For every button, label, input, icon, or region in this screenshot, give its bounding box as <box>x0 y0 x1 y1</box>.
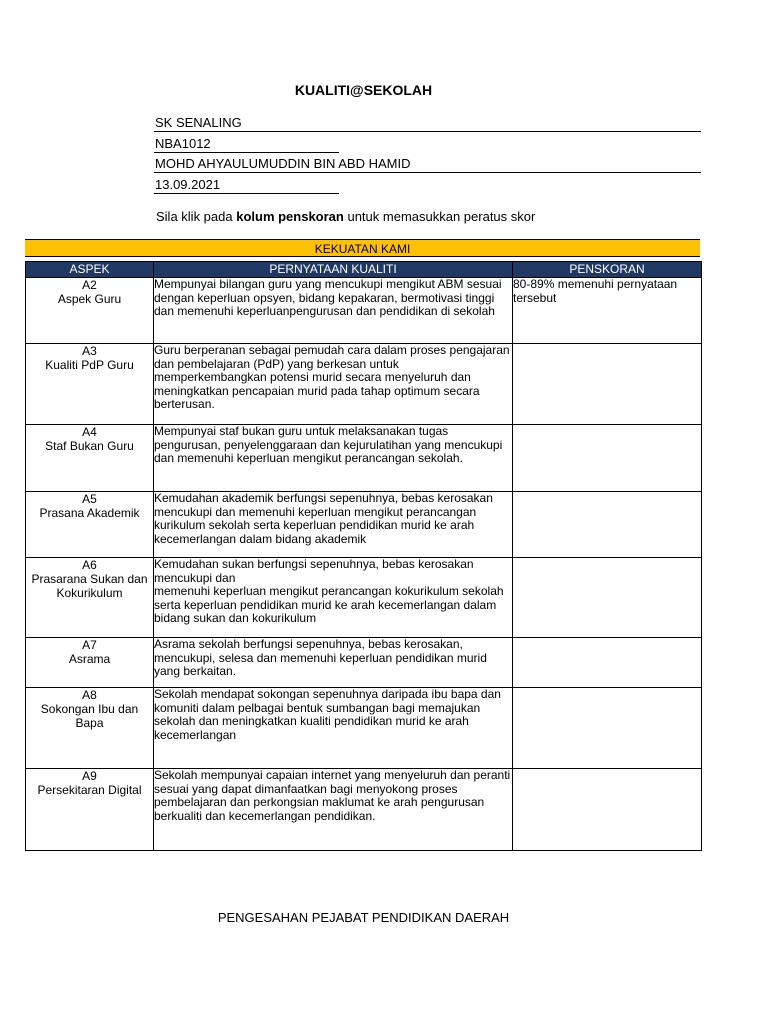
aspek-name: Prasana Akademik <box>39 506 140 520</box>
aspek-cell <box>26 688 154 769</box>
quality-table <box>25 261 702 851</box>
arahan-text: Sila klik pada kolum penskoran untuk memasukkan peratus skor <box>156 209 536 224</box>
table-row <box>26 492 702 558</box>
aspek-code: A7 <box>82 638 97 652</box>
aspek-code: A5 <box>82 492 97 506</box>
score-cell[interactable]: 80-89% memenuhi pernyataan tersebut <box>513 278 702 344</box>
aspek-name: Sokongan Ibu dan Bapa <box>40 702 139 730</box>
statement-cell: Kemudahan akademik berfungsi sepenuhnya, bebas kerosakan mencukupi dan memenuhi keperluan mengikut perancangan kurikulum sekolah serta keperluan pendidikan murid ke arah kecemerlangan dalam bidang akademik <box>154 492 513 558</box>
score-cell[interactable] <box>513 492 702 558</box>
aspek-cell <box>26 638 154 688</box>
table-row <box>26 638 702 688</box>
kod-sekolah-field[interactable]: NBA1012 <box>154 136 339 153</box>
nama-sekolah-field[interactable]: SK SENALING <box>154 115 701 132</box>
statement-cell: Kemudahan sukan berfungsi sepenuhnya, bebas kerosakan mencukupi dan memenuhi keperluan mengikut perancangan kokurikulum sekolah serta keperluan pendidikan murid ke arah kecemerlangan dalam bidang sukan dan kokurikulum <box>154 558 513 638</box>
score-cell[interactable] <box>513 558 702 638</box>
aspek-cell <box>26 344 154 425</box>
header-pernyataan: PERNYATAAN KUALITI <box>154 262 513 278</box>
score-cell[interactable] <box>513 688 702 769</box>
aspek-cell <box>26 769 154 851</box>
aspek-code: A4 <box>82 425 97 439</box>
statement-cell: Sekolah mendapat sokongan sepenuhnya daripada ibu bapa dan komuniti dalam pelbagai bentuk sumbangan bagi memajukan sekolah dan meningkatkan kualiti pendidikan murid ke arah kecemerlangan <box>154 688 513 769</box>
aspek-name: Asrama <box>68 652 111 666</box>
score-cell[interactable] <box>513 769 702 851</box>
statement-cell: Guru berperanan sebagai pemudah cara dalam proses pengajaran dan pembelajaran (PdP) yang berkesan untuk memperkembangkan potensi murid secara menyeluruh dan meningkatkan pencapaian murid pada tahap optimum secara berterusan. <box>154 344 513 425</box>
aspek-name: Prasarana Sukan dan Kokurikulum <box>31 572 148 600</box>
header-penskoran: PENSKORAN <box>513 262 702 278</box>
score-cell[interactable] <box>513 425 702 492</box>
tarikh-field[interactable]: 13.09.2021 <box>154 177 339 194</box>
aspek-cell <box>26 558 154 638</box>
nama-pgb-field[interactable]: MOHD AHYAULUMUDDIN BIN ABD HAMID <box>154 156 701 173</box>
section-banner: KEKUATAN KAMI <box>25 239 700 257</box>
aspek-code: A2 <box>82 278 97 292</box>
aspek-cell <box>26 278 154 344</box>
aspek-cell <box>26 425 154 492</box>
aspek-name: Staf Bukan Guru <box>45 439 134 453</box>
aspek-name: Persekitaran Digital <box>37 783 142 797</box>
aspek-code: A9 <box>82 769 97 783</box>
statement-cell: Mempunyai bilangan guru yang mencukupi mengikut ABM sesuai dengan keperluan opsyen, bidang kepakaran, bermotivasi tinggi dan memenuhi keperluanpengurusan dan pendidikan di sekolah <box>154 278 513 344</box>
table-row <box>26 688 702 769</box>
aspek-code: A3 <box>82 344 97 358</box>
score-cell[interactable] <box>513 344 702 425</box>
table-row <box>26 425 702 492</box>
table-row <box>26 278 702 344</box>
aspek-code: A8 <box>82 688 97 702</box>
aspek-name: Kualiti PdP Guru <box>45 358 134 372</box>
aspek-name: Aspek Guru <box>57 292 122 306</box>
table-row <box>26 769 702 851</box>
statement-cell: Mempunyai staf bukan guru untuk melaksanakan tugas pengurusan, penyelenggaraan dan kejurulatihan yang mencukupi dan memenuhi keperluan mengikut perancangan sekolah. <box>154 425 513 492</box>
page-title: KUALITI@SEKOLAH <box>294 82 433 98</box>
aspek-cell <box>26 492 154 558</box>
header-aspek: ASPEK <box>26 262 154 278</box>
table-row <box>26 558 702 638</box>
statement-cell: Sekolah mempunyai capaian internet yang menyeluruh dan peranti sesuai yang dapat dimanfaatkan bagi menyokong proses pembelajaran dan perkongsian maklumat ke arah pengurusan berkualiti dan kecemerlangan pendidikan. <box>154 769 513 851</box>
aspek-code: A6 <box>82 558 97 572</box>
statement-cell: Asrama sekolah berfungsi sepenuhnya, bebas kerosakan, mencukupi, selesa dan memenuhi keperluan pendidikan murid yang berkaitan. <box>154 638 513 688</box>
footer-title: PENGESAHAN PEJABAT PENDIDIKAN DAERAH <box>217 910 510 925</box>
score-cell[interactable] <box>513 638 702 688</box>
table-row <box>26 344 702 425</box>
